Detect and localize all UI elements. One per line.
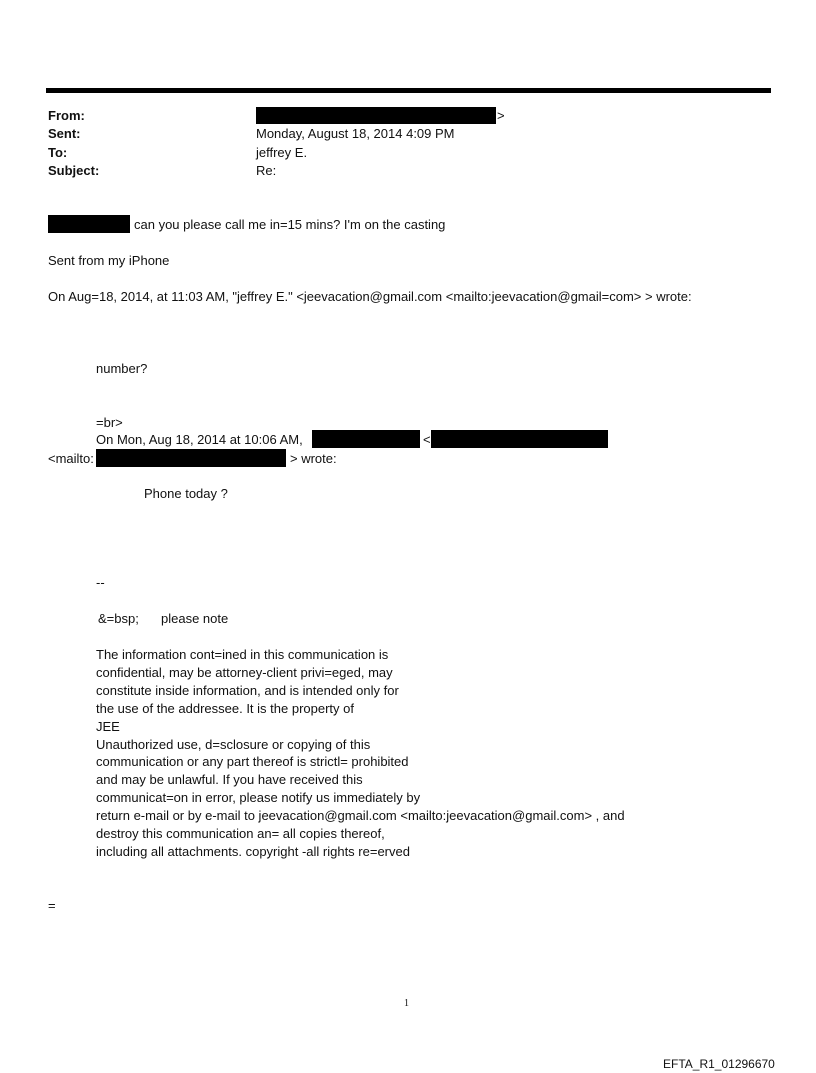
page-number: 1 <box>404 998 409 1009</box>
please-note: please note <box>161 611 229 626</box>
disclaimer-line: The information cont=ined in this communication is <box>96 647 389 662</box>
disclaimer-line: including all attachments. copyright -all rights re=erved <box>96 843 410 859</box>
mailto-prefix: <mailto: <box>48 451 94 466</box>
disclaimer-line: communicat=on in error, please notify us immediately by <box>96 790 421 806</box>
wrote-suffix: > wrote: <box>290 451 337 466</box>
document-id: EFTA_R1_01296670 <box>663 1057 775 1071</box>
on-mon-line: On Mon, Aug 18, 2014 at 10:06 AM, <box>96 432 303 447</box>
dashes-line: -- <box>96 575 105 590</box>
disclaimer-line: constitute inside information, and is intended only for <box>96 682 399 698</box>
lt-symbol: < <box>423 432 431 447</box>
quote-intro: On Aug=18, 2014, at 11:03 AM, "jeffrey E." <jeevacation@gmail.com <mailto:jeevacation@gmail=com> > wrote: <box>48 289 692 304</box>
sent-value: Monday, August 18, 2014 4:09 PM <box>256 126 455 141</box>
signature-line: Sent from my iPhone <box>48 253 170 268</box>
number-line: number? <box>96 361 148 376</box>
disclaimer-line: destroy this communication an= all copies thereof, <box>96 826 385 842</box>
br-line: =br> <box>96 415 123 430</box>
sent-label: Sent: <box>48 126 81 141</box>
trailing-equals: = <box>48 898 56 913</box>
subject-value: Re: <box>256 163 277 178</box>
disclaimer-line: the use of the addressee. It is the property of <box>96 700 354 716</box>
to-value: jeffrey E. <box>256 145 308 160</box>
body-first-line: can you please call me in=15 mins? I'm on the casting <box>134 217 446 232</box>
phone-today-line: Phone today ? <box>144 486 228 501</box>
header-divider <box>46 88 771 93</box>
subject-label: Subject: <box>48 163 100 178</box>
disclaimer-line: JEE <box>96 718 120 734</box>
disclaimer-line: Unauthorized use, d=sclosure or copying of this <box>96 736 371 752</box>
disclaimer-line: and may be unlawful. If you have received this <box>96 772 363 788</box>
nbsp-line: &=bsp; <box>98 611 139 626</box>
from-redaction <box>256 107 496 124</box>
disclaimer-line: communication or any part thereof is strictl= prohibited <box>96 754 409 770</box>
sender-email-redaction <box>431 430 608 448</box>
mailto-redaction <box>96 449 286 467</box>
sender-name-redaction <box>312 430 420 448</box>
from-value-tail: > <box>497 108 505 123</box>
disclaimer-line: confidential, may be attorney-client privi=eged, may <box>96 664 393 680</box>
from-label: From: <box>48 108 85 123</box>
name-redaction <box>48 215 130 233</box>
disclaimer-block <box>96 646 625 861</box>
to-label: To: <box>48 145 68 160</box>
disclaimer-line: return e-mail or by e-mail to jeevacation@gmail.com <mailto:jeevacation@gmail.com> , and <box>96 808 625 824</box>
